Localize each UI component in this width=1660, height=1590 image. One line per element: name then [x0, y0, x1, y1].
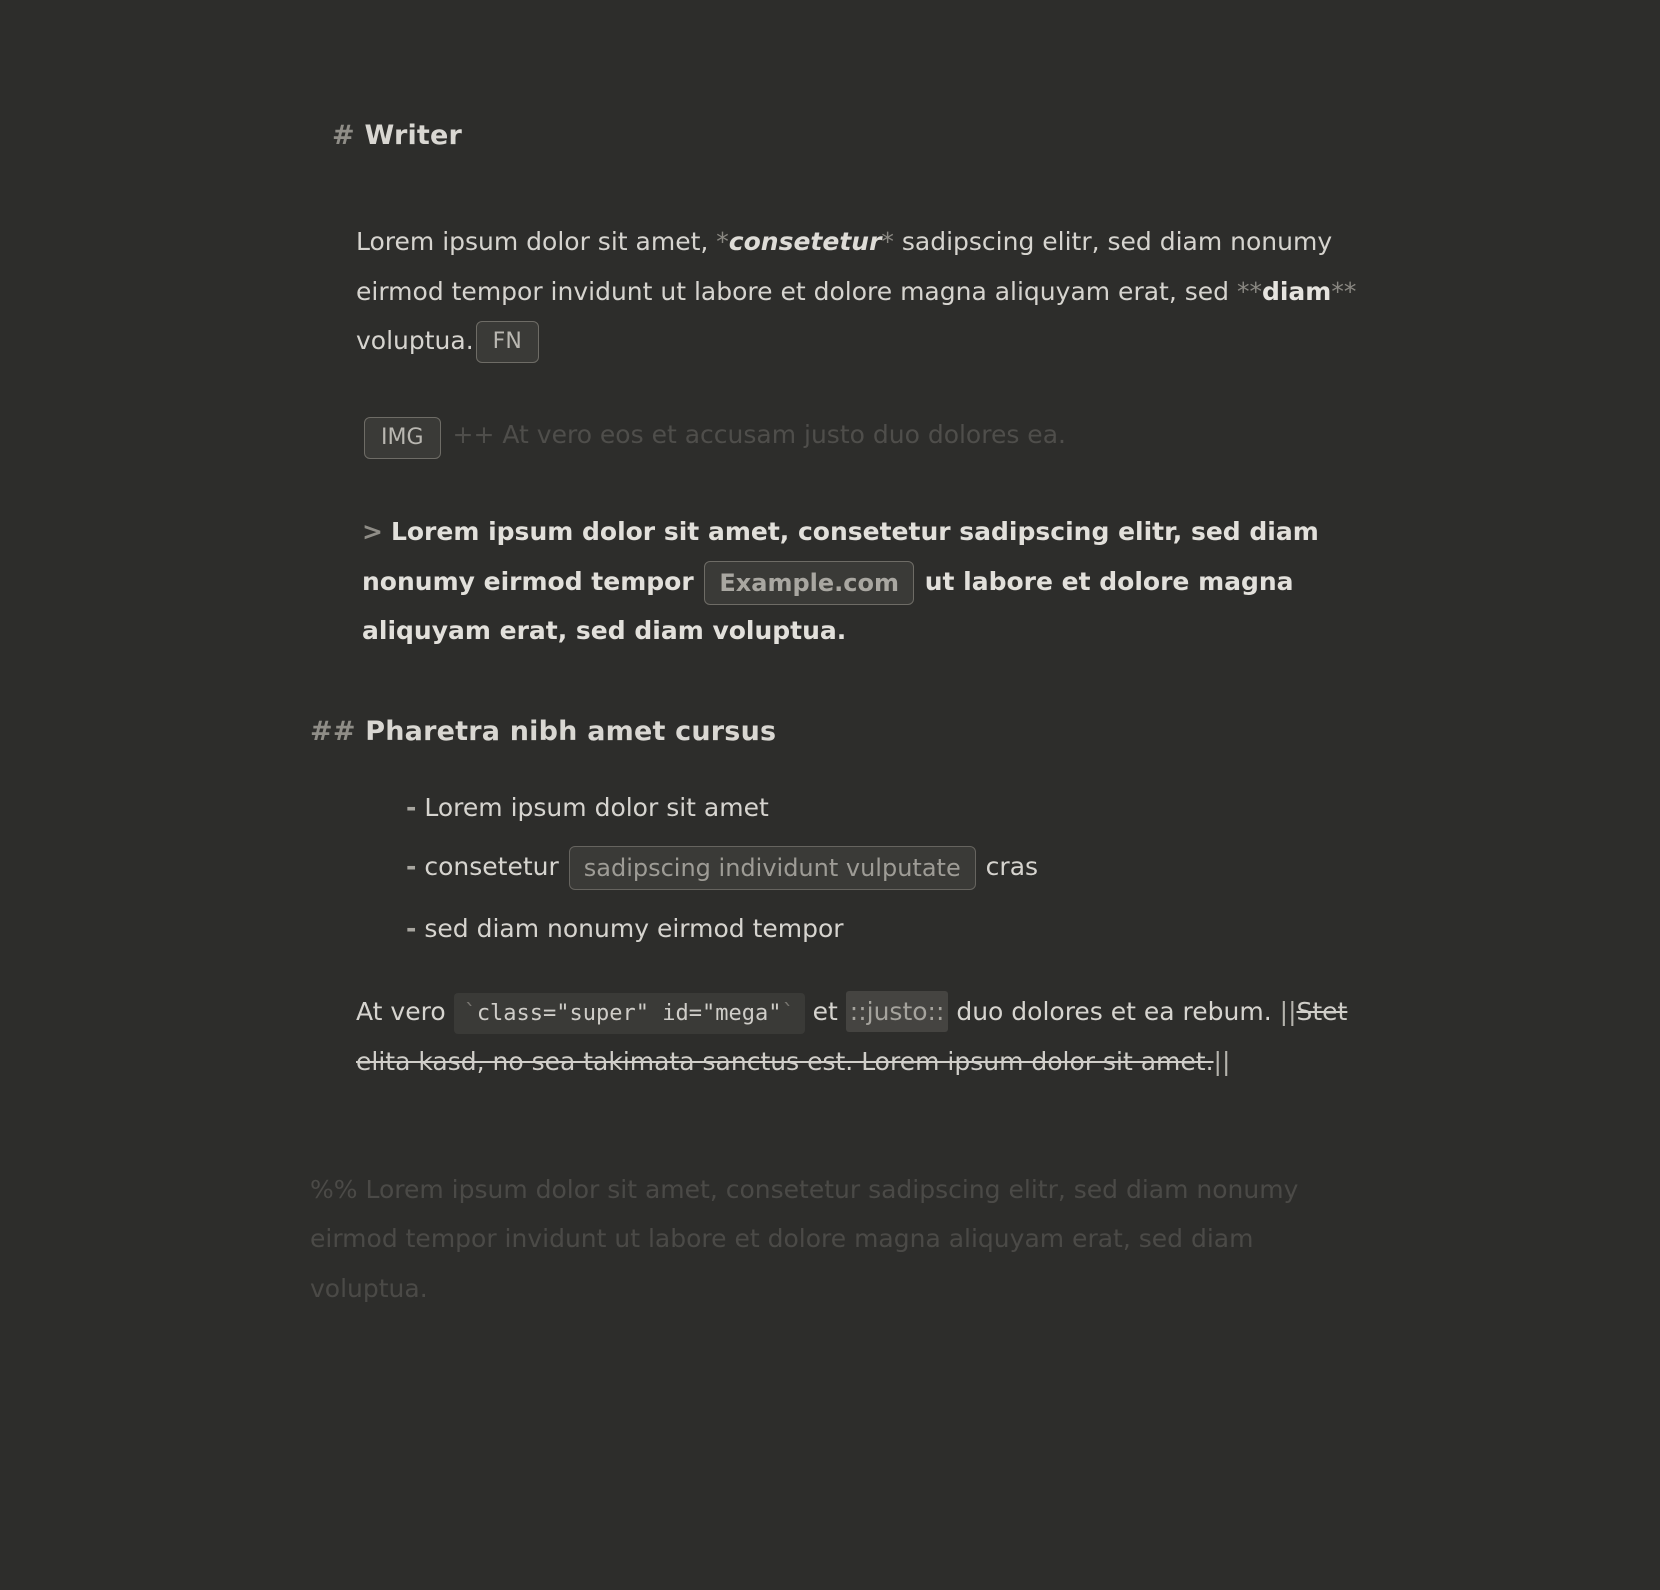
comment-marker: %% [310, 1174, 358, 1204]
list-bullet: - [406, 913, 417, 943]
paragraph-intro[interactable] [356, 217, 1386, 366]
code-paragraph[interactable] [356, 987, 1390, 1087]
image-caption-text: ++ At vero eos et accusam justo duo dolores ea. [452, 419, 1066, 449]
bullet-list[interactable] [406, 792, 1390, 943]
list-item-suffix: cras [977, 851, 1039, 881]
heading-marker: # [332, 120, 355, 151]
subheading-text: Pharetra nibh amet cursus [365, 715, 777, 747]
code-paragraph-lead: At vero [356, 996, 454, 1026]
emphasis-text: consetetur [728, 227, 882, 256]
highlight-token[interactable]: ::justo:: [846, 991, 949, 1032]
strike-close-marker: || [1213, 1046, 1231, 1076]
page-title [332, 120, 1390, 151]
code-close-tick: ` [781, 1000, 795, 1026]
blockquote-marker: > [362, 517, 383, 546]
comment-text: Lorem ipsum dolor sit amet, consetetur sadipscing elitr, sed diam nonumy eirmod tempor invidunt ut labore et dolore magna aliquyam erat, sed diam voluptua. [310, 1174, 1299, 1303]
struck-text: Stet elita kasd, no sea takimata sanctus est. Lorem ipsum dolor sit amet. [356, 996, 1348, 1076]
list-item-text: Lorem ipsum dolor sit amet [424, 792, 769, 822]
emphasis-open-marker: * [716, 227, 729, 256]
image-line[interactable] [362, 410, 1390, 460]
list-item-text: sed diam nonumy eirmod tempor [424, 913, 844, 943]
document-body[interactable] [270, 120, 1390, 1313]
comment-block[interactable] [310, 1165, 1320, 1314]
list-item[interactable] [406, 792, 1390, 822]
paragraph-intro-part1: Lorem ipsum dolor sit amet, [356, 227, 717, 256]
list-item-text: consetetur [424, 851, 567, 881]
paragraph-intro-part3: voluptua. [356, 326, 474, 355]
list-item[interactable] [406, 846, 1390, 890]
blockquote-part1: Lorem ipsum dolor sit amet, consetetur sadipscing elitr, sed diam nonumy eirmod tempor [362, 517, 1319, 596]
emphasis-close-marker: * [881, 227, 894, 256]
paragraph-intro-part2: sadipscing elitr, sed diam nonumy eirmod tempor invidunt ut labore et dolore magna aliquyam erat, sed [356, 227, 1333, 306]
list-item-token[interactable]: sadipscing individunt vulputate [569, 846, 976, 890]
inline-code-text: class="super" id="mega" [476, 1000, 782, 1026]
code-open-tick: ` [463, 1000, 477, 1026]
page-title-text: Writer [364, 120, 463, 151]
link-token[interactable]: Example.com [704, 561, 914, 605]
strike-open-marker: || [1279, 996, 1297, 1026]
footnote-token[interactable]: FN [476, 321, 539, 363]
code-paragraph-mid: et [804, 996, 846, 1026]
strong-open-marker: ** [1236, 276, 1262, 306]
image-token[interactable]: IMG [364, 417, 441, 459]
blockquote-part2: ut labore et dolore magna aliquyam erat, sed diam voluptua. [362, 566, 1294, 645]
inline-code[interactable] [454, 993, 805, 1034]
code-paragraph-after: duo dolores et ea rebum. [948, 996, 1280, 1026]
strong-close-marker: ** [1331, 276, 1357, 306]
strong-text: diam [1261, 276, 1332, 306]
list-item[interactable] [406, 913, 1390, 943]
list-bullet: - [406, 792, 417, 822]
blockquote[interactable] [362, 507, 1362, 656]
list-bullet: - [406, 851, 417, 881]
subheading-marker: ## [310, 715, 356, 747]
subheading [310, 716, 1390, 747]
